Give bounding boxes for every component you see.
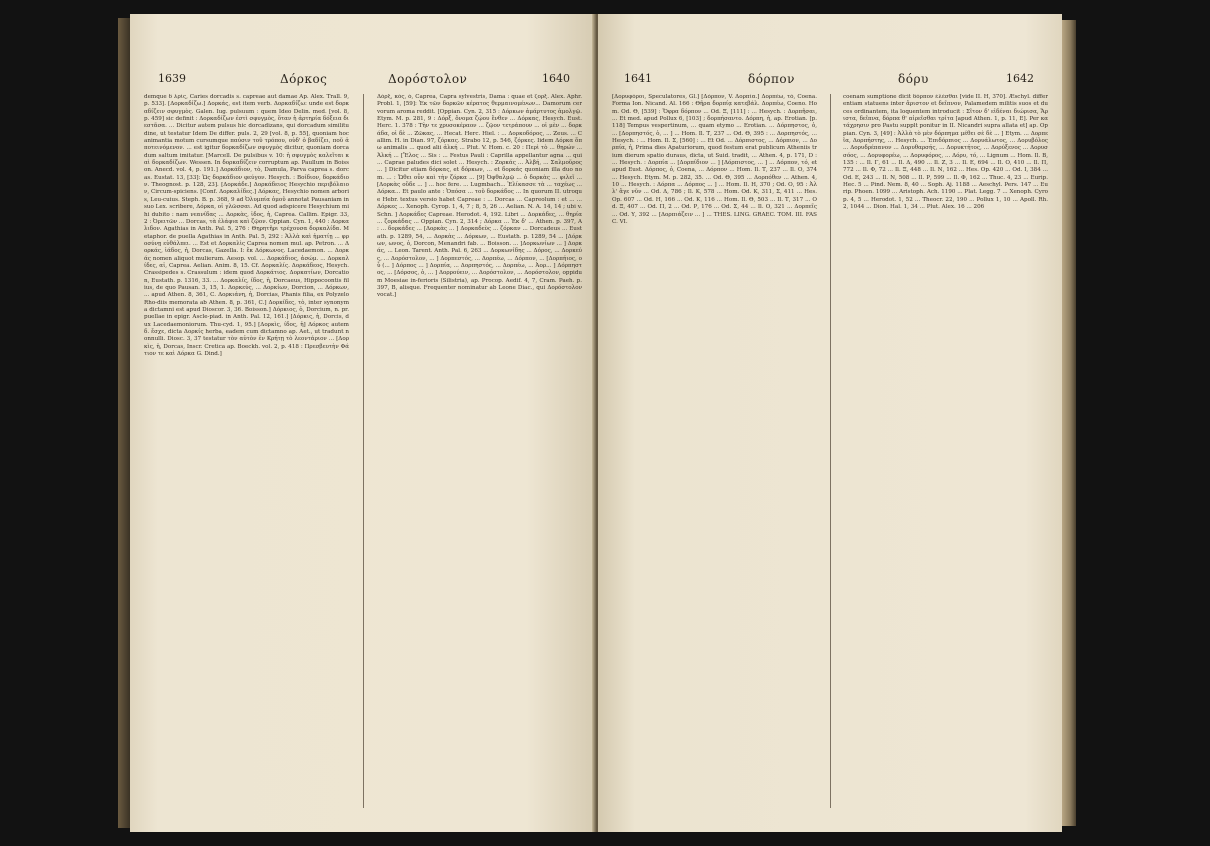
- running-headword-end: Δορόστολον: [388, 72, 468, 86]
- text-column: [Δορυφόροι, Speculatores, Gl.] [Δόρπον, V. Δορπία.] Δορπέω, τό, Coena. Forma Ion. Nicand. Al. 166 : Θῆρα δορπίᾳ κατεβάλ. Δορπέω, Coeno. Hom. Od. Θ, [539] : Ὄφρα δόρπον ... Od. Ξ, [111] : ... Hesych. : Δορπῆσαι, ... Et med. apud Pollux 6, [103] ; δορπήσαντο. Δόρπη, ἡ, ap. Erotian. [p. 118] Tempus vespertinum, ... quam etymo ... Erotian. ... Δόρπηστος, ὁ, ... [Δορπηστός, ὁ, ... ] ... Hom. Il. Τ, 237 ... Od. Θ, 395 : ... Δορπηστός, ... Hesych. : ... Hom. Il. Σ, [560] : ... Et Od. ... Δόρπιστος, ... Δόρπιον, ... Δορπία, ἡ, Prima dies Apaturiorum, quod festum erat publicum Atheniis trium dierum spatio duraus, dicta, ut Suid. tradit, ... Athen. 4, p. 171, D : ... Hesych. : Δορπία ... [Δορπίδιον ... ] [Δόρπιστος, ... ] ... Δόρπον, τό, et apud Eust. Δόρπος, ὁ, Coena, ... Δόρπον ... Hom. Il. Τ, 237 ... Il. Ο, 374 ... Hesych. Etym. M. p. 282, 35. ... Od. Θ, 395 ... Δορπόθεν ... Athen. 4, 10 ... Hesych. : Δόρπα ... Δόρπος ... ] ... Hom. Il. Η, 370 ; Od. Ο, 95 : Ἀλλ' ἄγε νῦν ... Od. Δ, 786 ; Il. Κ, 578 ... Hom. Od. Κ, 311, Σ, 411 ... Hes. Op. 607 ... Od. Η, 166 ... Od. Κ, 116 ... Hom. Il. Θ, 503 ... Il. Τ, 317 ... Od. Ξ, 407 ... Od. Π, 2 ... Od. Ρ, 176 ... Od. Σ, 44 ... Il. Ο, 321 ... Δορπεῖς ... Od. Υ, 392 ... [Δορπιάζειν ... ] ... THES. LING. GRAEC. TOM. III. FASC. VI.: [612, 94, 817, 225]
- text-column: demque δ λρίς, Caries dorcadis s. capreae aut damae Ap. Alex. Trall. 9, p. 533]. [Δορκαδίζω.] Δορκάς, est item verb. Δορκαδίζω: unde est δορκαδίζειν σφυγμὸς. Galen. Iug. pulsuum : quem Ideo Delin. med. [vol. 8, p. 459] sic definit : Δορκαδίζων ἐστὶ σφυγμὸς, ὅταν ἡ ἀρτηρία δόξεια διεστᾶσα. ... Dicitur autem pulsus hic dorcadizans, qui dorcadum similitudine, ut testatur Idem De differ. puls. 2, 29 [vol. 8, p. 55], quoniam hoc animantia motum cursumque παύσιν τοῦ τρόπου, οὐδ' ὁ βαδίζει, ποῦ ἀποτεινόμενον. ... est igitur δορκαδίζων σφυγμὸς dicitur, quoniam dorcadum saltum imitatur. [Marcell. De pulsibus v. 10: ἡ σφυγμὸς καλεῖται καὶ δορκαδίζων. Wessen. In δορκαδίζειν corruptum ap. Paullum in Boisson. Anecd. vol. 4, p. 191.] Δορκάδιον, τὸ, Damula, Parva caprea s. dorcas. Eustat. 13, [33]: Ὡς δορκάδιον φεύγον. Hesych. : Βοίδιον, δορκάδιον. Theognost. p. 128, 23]. [Δορκάδε.] Δορκάδειος Hesychio περιβόλαιον, Circum-spiciens. [Conf. Δορκαλίδες.] Δόρκας, Hesychio nomen arboris, Leu-cuius. Steph. B. p. 368, 9 ad Ὀλυμπία ὁμοῦ annotat Pausaniam in suo Lex. scribere, Δόρκα, οἱ γλῶσσαι. Ad quod adspicere Hesychium mihi dubito : nam νεανίδας ... Δορκὰς, ἰδος, ἡ, Caprea. Callim. Epigr. 33, 2 : Ὀρειτῶν ... Dorcas, τὰ ἐλάφια καὶ ζῷον. Oppian. Cyn. 1, 440 : Δορκαλιδον. Agathias in Anth. Pal. 5, 276 : Θηρητῆρι τρέχουσα δορκαλίδα. Metaphor. de puella Agathias in Anth. Pal. 5, 292 : Ἀλλὰ καὶ ἠματίῃ ... φροσύνῃ εὐθάλπει. ... Est et Δορκαλὶς Caprea nomen mul. ap. Petron. ... Δορκάς, ἰάδος, ἡ, Dorcas, Gazella. Ι: ἔκ Δόρκωνος. Lacedaemon. ... Δορκάς nomen aliquot mulierum. Aesop. vol. ... Δορκάδιος, ἀσώμ. ... Δορκαλίδες, αἱ, Caprea. Aelian. Anim. 8, 15. Cf. Δορκαλίς. Δορκάδεος, Hesych. Crassipedes s. Crassulum : idem quod Δορκάτιος. Δορκατίων, Dorcation, Eustath. p. 1316, 33. ... Δορκαλίς, ίδος, ἡ, Dorcaeus, Hippocoontis filius, de quo Pausan. 3, 15, 1. Δορκεύς, ... Δορκίων, Dorcion, ... Δόρκων, ... apud Athen. 8, 361, C. Δορκιάνη, ἡ, Dorcias, Phanis filia, ex Polyzelo Rho-diis memorata ab Athen. 8, p. 361, C.] Δορκίδες, τὸ, inter synonyma dictamni est apud Dioscor. 3, 36. Boisson.] Δόρκιος, ὁ, Dorcium, n. pr. puellae in epigr. Ascle-piad. in Anth. Pal. 12, 161.] [Δόρκις, ἡ, Dorcis, dux Lacedaemoniorum. Thu-cyd. 1, 95.] [Δορκὶς, ίδος, ἡ] Δόρκος autem δ. ἔσχε, dicta Δορκίς herba, eadem cum dictamno ap. Aet., ut tradunt nonnulli. Diosc. 3, 37 testatur τὸν αὐτὸν ἐν Κρήτῃ τὸ λεοντάριον ... [Δορκὶς, ἡ, Dorcas, Inscr. Cretica ap. Boeckh. vol. 2, p. 418 : Πρεσβευτὴν Φάτιον τε καὶ Δόρκα G. Dind.]: [144, 94, 349, 358]
- text-column: Δόρξ, κός, ὁ, Caprea, Capra sylvestris, Dama : quae et ζορξ. Alex. Aphr. Probl. 1, [59]: Ἐκ τῶν δορκῶν κέρατος θερμαινομένων... Damorum cervorum aroma reddit. [Oppian. Cyn. 2, 315 : Δόρκων ἀμάρτυτος ἀμολγῷ. Etym. M. p. 281, 9 : Δόρξ, ὄνομα ζῴου ἔνθεν ... Δόρκας, Hesych. Eust. Herc. 1. 378 : Τὴν τε χρυσοκέραον ... ζῷον τετράπουν ... οἱ μὲν ... δορκάδα, οἱ δὲ ... Ζῶκας, ... Hecat. Herc. Hiel. : ... Δορκοδόρος, ... Zeus. ... Callim. H. in Dian. 97, ζόρκας. Strabo 12, p. 546, ζόρκες. Iidem Δόρκα ὅπω animalis ... quod alii ἀλκή ... Plut. V. Hom. c. 20 : Περὶ τὸ ... θηρών ... Ἀλκή ... [Ἔλος ... Sis : ... Festus Pauli : Caprilla appellantur agna ... qui ... Caprae paludes dici solet ... Hesych. : Ζορκάς ... Ἀλβή, ... Σαλμοῦρος ... ] Dicitur etiam δόρκας, et δόρκων, ... et δορκάς quoniam illa duo nom. ... : Ὤθει οὖν καὶ τὴν ζόρκα ... [9] Ὀφθαλμῷ ... ὁ δορκὰς ... φιλεῖ ... [Δορκὰς οὔδε ... ] ... hoc fere. ... Lugmbach... Ἐλίκασσε τὰ ... ταχέως ... Δόρκα... Et paulo ante : Ὁπόσα ... τοῦ δορκάδος ... In quorum II. utroque Hebr. textus versio habet Capreae : ... Dorcas ... Capreolum : et ... ... Δόρκες ... Xenoph. Cyrop. 1, 4, 7 ; 8, 5, 26 ... Aelian. N. A. 14, 14 ; ubi v. Schn. ] Δορκάδες Capreae. Herodot. 4, 192. Libri ... Δορκάδες, ... θηρία ... ζορκάδας ... Oppian. Cyn. 2, 314 ; Δόρκα ... Ἐκ δ' ... Athen. p. 397, A : ... δορκάδες ... [Δορκὰς ... ] Δορκαδεὺς ... ζόρκαν ... Dorcadeus ... Eustath. p. 1289, 54, ... Δορκὰς ... Δόρκων, ... Eustath. p. 1289, 54 ... [Δόρκων, ωνος, ὁ, Dorcon, Menandri fab. ... Boisson. ... ]Δορκωνίων ... ] Δορκάς, ... Leon. Tarent. Anth. Pal. 6, 263 ... Δορκωνίδης ... Δόρος, ... Δορκεύς, ... Δορόστολον, ... ] Δορπεστός, ... Δορπέω, ... Δόρπον, ... [Δορπήιος, οὗ (... ] Δόρπος ... ] Δορπία, ... Δορπηστός, ... Δορπέω, ... Ἀορ... ] Δόρπηστος, ... [Δόρσος, ὁ, ... ] Δορρούειν, ... Δορόστολον, ... Δορόστολον, oppidum Moesiae in-ferioris (Silistria), ap. Procop. Aedif. 4, 7, Cram. Paeh. p. 397, B, alisque. Frequenter nominatur ab Leone Diac., qui Δορόστολον vocat.]: [377, 94, 582, 299]
- left-page-columns: [144, 94, 582, 808]
- page-block-right: [1062, 20, 1076, 826]
- page-number: 1641: [624, 72, 652, 85]
- running-headword-end: δόρυ: [898, 72, 929, 86]
- page-number: 1642: [1006, 72, 1034, 85]
- running-headword: δόρπον: [748, 72, 795, 86]
- right-page-columns: [612, 94, 1048, 808]
- page-number: 1639: [158, 72, 186, 85]
- left-page-header: [130, 72, 596, 88]
- running-headword: Δόρκος: [280, 72, 328, 86]
- left-page: [130, 14, 596, 832]
- text-column: coenam sumptione dicit δόρπον ἐλέσθαι [vide II. H, 370]. Æschyl. differentiam statuens inter ἄριστον et δεῖπνον, Palamedem militis suos et duces ordinantem, ita loquentem introducit : Σῖτον δ' εἰδέναι διώρισα, Ἄριστα, δεῖπνα, δόρπα θ' αἱρεῖσθαι τρίτα [apud Athen. 1, p. 11, E]. Per κατάχρησιν pro Pastu supplt ponitur in II. Nicandri supra allata et] ap. Oppian. Cyn. 3, [49] : Ἀλλὰ τὸ μὲν δόρπημα μέθει σὲ δὲ ... ] Etym. ... Δορπεῖα, Δορπήστης, ... Hesych. ... Ἐπιδόρπιος ... Δορυάλωτος, ... Δορυβόλος ... Δορυδρέπανον ... Δορυθαρσής, ... Δορυκτήτος, ... Δορύξενος ... Δορυσσόος, ... Δορυφορέω, ... Δορυφόρος, ... Δόρυ, τό, ... Lignum ... Hom. Il. Β, 135 : ... Il. Γ, 61 ... Il. Δ, 490 ... Il. Ζ, 3 ... Il. Ε, 694 ... Il. Ο, 410 ... Il. Π, 772 ... Il. Φ, 72 ... Il. Ξ, 448 ... Il. Ν, 162 ... Hes. Op. 420 ... Od. Ι, 384 ... Od. Ε, 243 ... Il. Ν, 508 ... Il. Ρ, 599 ... Il. Φ, 162 ... Thuc. 4, 23 ... Eurip. Hec. 5 ... Pind. Nem. 8, 40 ... Soph. Aj. 1188 ... Aeschyl. Pers. 147 ... Eurip. Phoen. 1099 ... Aristoph. Ach. 1190 ... Plat. Legg. 7 ... Xenoph. Cyrop. 4, 5 ... Herodot. 1, 52 ... Theocr. 22, 190 ... Pollux 1, 10 ... Apoll. Rh. 2, 1044 ... Dion. Hal. 1, 34 ... Plut. Alex. 16 ... 206: [843, 94, 1048, 211]
- column-rule: [363, 94, 364, 808]
- right-page-header: [598, 72, 1062, 88]
- column-rule: [830, 94, 831, 808]
- page-block-left: [118, 18, 130, 828]
- open-book: [118, 14, 1076, 832]
- page-number: 1640: [542, 72, 570, 85]
- right-page: [598, 14, 1062, 832]
